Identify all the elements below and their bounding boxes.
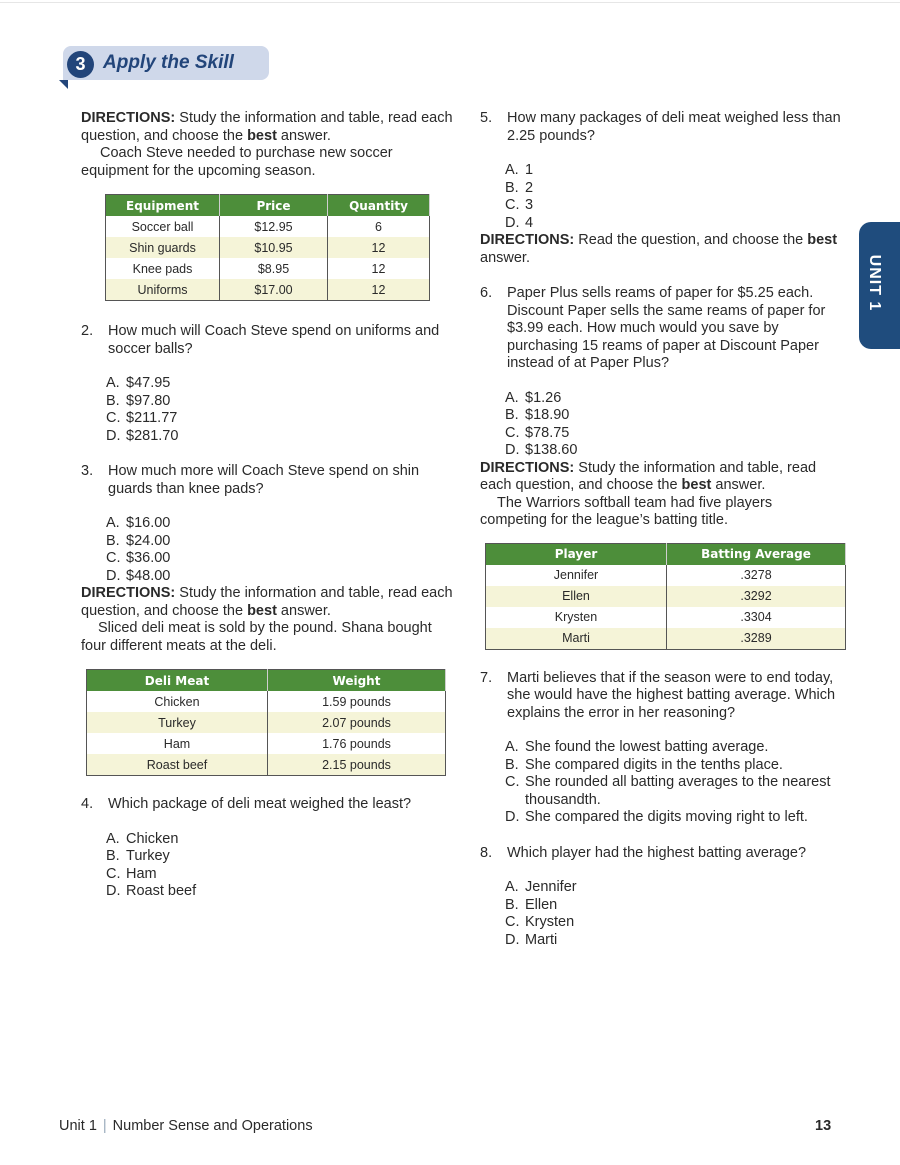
directions-label: DIRECTIONS: (480, 459, 575, 476)
directions-label: DIRECTIONS: (81, 110, 176, 126)
directions-text: Study the information and table, read each question, and choose the (81, 110, 453, 144)
directions-text: Study the information and table, read each question, and choose the (81, 585, 453, 619)
option-text: 1 (525, 162, 534, 178)
question-number: 8. (480, 844, 493, 861)
directions-block (480, 460, 840, 495)
answer-options (480, 162, 852, 232)
table-cell: Jennifer (486, 565, 667, 586)
footer-unit: Unit 1 (59, 1118, 97, 1134)
answer-option[interactable] (505, 809, 852, 827)
question-3 (81, 463, 456, 498)
option-text: $47.95 (126, 375, 171, 391)
table-cell: 12 (328, 258, 430, 279)
answer-option[interactable] (505, 442, 852, 460)
answer-option[interactable] (106, 533, 456, 551)
table-row (486, 607, 846, 628)
table-cell: 12 (328, 279, 430, 301)
question-text: Which package of deli meat weighed the least? (108, 796, 412, 812)
answer-option[interactable] (106, 866, 456, 884)
table-row (106, 237, 430, 258)
option-text: $36.00 (126, 550, 171, 566)
question-text: How many packages of deli meat weighed less than 2.25 pounds? (507, 110, 841, 144)
directions-text: Study the information and table, read each question, and choose the (480, 459, 817, 493)
answer-option[interactable] (505, 739, 852, 757)
section-title: Apply the Skill (103, 52, 234, 73)
option-letter: B. (505, 756, 519, 773)
answer-option[interactable] (106, 393, 456, 411)
option-letter: B. (505, 179, 519, 196)
table-cell: $17.00 (220, 279, 328, 301)
question-text: Which player had the highest batting average? (507, 844, 807, 861)
directions-emphasis: best (681, 477, 712, 493)
option-letter: D. (106, 883, 121, 899)
directions-text-end: answer. (276, 602, 331, 619)
question-number: 6. (480, 285, 493, 301)
table-row (486, 628, 846, 650)
table-cell: Krysten (486, 607, 667, 628)
table-header: Price (220, 195, 328, 217)
directions-emphasis: best (247, 602, 277, 619)
answer-options (480, 390, 852, 460)
option-letter: C. (106, 865, 121, 882)
directions-text-end: answer. (276, 127, 331, 144)
option-letter: D. (106, 567, 121, 584)
option-text: She found the lowest batting average. (525, 739, 769, 755)
directions-block (81, 585, 456, 620)
option-letter: D. (505, 809, 520, 825)
option-text: $138.60 (525, 442, 578, 458)
option-text: She compared the digits moving right to left. (525, 809, 808, 825)
table-row (486, 565, 846, 586)
option-text: Jennifer (525, 879, 577, 895)
directions-text-end: answer. (711, 477, 766, 493)
table-cell: 12 (328, 237, 430, 258)
option-letter: C. (505, 424, 520, 441)
option-text: Chicken (126, 830, 179, 847)
option-letter: A. (106, 375, 120, 391)
answer-option[interactable] (505, 162, 852, 180)
answer-option[interactable] (505, 390, 852, 408)
table-row (87, 691, 446, 712)
option-letter: D. (505, 931, 520, 948)
table-header: Batting Average (667, 543, 846, 565)
option-letter: B. (106, 532, 120, 549)
answer-options (81, 831, 456, 901)
answer-option[interactable] (106, 515, 456, 533)
question-text: How much will Coach Steve spend on uniforms and soccer balls? (108, 323, 440, 357)
table-cell: Roast beef (87, 754, 268, 776)
answer-option[interactable] (505, 407, 852, 425)
table-cell: 1.59 pounds (268, 691, 446, 712)
table-row (106, 258, 430, 279)
table-cell: Chicken (87, 691, 268, 712)
intro-paragraph: Coach Steve needed to purchase new soccer equipment for the upcoming season. (81, 145, 393, 179)
option-text: Marti (525, 931, 558, 948)
table-cell: $12.95 (220, 216, 328, 237)
answer-option[interactable] (505, 757, 852, 775)
footer-separator: | (102, 1118, 107, 1134)
answer-option[interactable] (505, 197, 852, 215)
table-cell: .3278 (667, 565, 846, 586)
directions-block (81, 110, 456, 145)
answer-option[interactable] (106, 883, 456, 901)
answer-option[interactable] (505, 879, 852, 897)
answer-option[interactable] (106, 568, 456, 586)
question-text: Paper Plus sells reams of paper for $5.25 each. Discount Paper sells the same reams of paper for $3.99 each. How much would you save by purchasing 15 reams of paper at Discount Paper instead of at Paper Plus? (507, 285, 826, 371)
answer-option[interactable] (505, 932, 852, 950)
question-4 (81, 796, 456, 814)
table-cell: .3289 (667, 628, 846, 650)
option-letter: C. (505, 197, 520, 213)
answer-options (81, 375, 456, 445)
question-8 (480, 845, 852, 863)
table-row (106, 279, 430, 301)
option-text: $211.77 (126, 410, 178, 426)
answer-option[interactable] (106, 831, 456, 849)
table-cell: 6 (328, 216, 430, 237)
option-text: $18.90 (525, 407, 570, 423)
option-text: $48.00 (126, 567, 171, 584)
answer-option[interactable] (106, 550, 456, 568)
option-text: $97.80 (126, 392, 171, 409)
table-cell: Knee pads (106, 258, 220, 279)
question-6 (480, 285, 842, 373)
option-letter: B. (505, 896, 519, 913)
page-number: 13 (815, 1118, 832, 1134)
table-header-row (87, 670, 446, 692)
answer-option[interactable] (106, 375, 456, 393)
table-header: Quantity (328, 195, 430, 217)
answer-option[interactable] (505, 897, 852, 915)
footer-topic: Number Sense and Operations (112, 1118, 313, 1134)
left-column (81, 110, 456, 901)
option-letter: D. (106, 427, 121, 444)
table-cell: Ellen (486, 586, 667, 607)
option-text: Ellen (525, 896, 558, 913)
table-cell: Marti (486, 628, 667, 650)
option-letter: A. (106, 830, 120, 847)
table-row (106, 216, 430, 237)
intro-paragraph: The Warriors softball team had five players competing for the league’s batting title. (480, 494, 773, 528)
answer-option[interactable] (505, 215, 852, 233)
answer-option[interactable] (505, 425, 852, 443)
table-header-row (106, 195, 430, 217)
option-letter: B. (106, 392, 120, 409)
answer-option[interactable] (505, 914, 852, 932)
option-text: Roast beef (126, 883, 197, 899)
table-header: Player (486, 543, 667, 565)
option-text: $1.26 (525, 389, 562, 406)
table-cell: Shin guards (106, 237, 220, 258)
table-cell: .3304 (667, 607, 846, 628)
answer-options (480, 739, 852, 827)
question-7 (480, 670, 852, 723)
directions-emphasis: best (807, 232, 838, 248)
question-number: 2. (81, 323, 94, 339)
table-cell: Soccer ball (106, 216, 220, 237)
table-cell: Uniforms (106, 279, 220, 301)
option-text: $16.00 (126, 515, 171, 531)
option-text: Turkey (126, 848, 170, 864)
option-letter: D. (505, 442, 520, 458)
table-cell: 1.76 pounds (268, 733, 446, 754)
table-row (87, 754, 446, 776)
table-header-row (486, 543, 846, 565)
option-letter: A. (106, 515, 120, 531)
answer-option[interactable] (505, 180, 852, 198)
table-header: Weight (268, 670, 446, 692)
deli-meat-table (86, 669, 446, 776)
table-header: Equipment (106, 195, 220, 217)
answer-options (81, 515, 456, 585)
table-row (87, 733, 446, 754)
batting-average-table (485, 543, 846, 650)
equipment-table (105, 194, 430, 301)
section-number-badge: 3 (67, 51, 94, 78)
unit-side-tab-label: UNIT 1 (866, 254, 883, 312)
footer-running-head (59, 1118, 313, 1134)
directions-text: Read the question, and choose the (574, 232, 808, 248)
answer-option[interactable] (106, 410, 456, 428)
answer-option[interactable] (106, 848, 456, 866)
directions-text-end: answer. (480, 249, 530, 266)
section-banner-tail (59, 80, 68, 89)
question-number: 7. (480, 669, 493, 686)
question-text: How much more will Coach Steve spend on shin guards than knee pads? (108, 463, 420, 497)
option-text: Krysten (525, 914, 575, 930)
option-text: $24.00 (126, 532, 171, 549)
option-letter: C. (505, 914, 520, 930)
table-cell: Turkey (87, 712, 268, 733)
question-number: 5. (480, 110, 493, 126)
right-column (480, 110, 852, 949)
table-cell: $8.95 (220, 258, 328, 279)
page-top-rule (0, 2, 900, 3)
table-cell: $10.95 (220, 237, 328, 258)
question-number: 4. (81, 796, 94, 812)
option-letter: A. (505, 389, 519, 406)
option-text: $281.70 (126, 427, 179, 444)
option-text: 2 (525, 179, 534, 196)
question-5 (480, 110, 852, 145)
answer-option[interactable] (106, 428, 456, 446)
option-letter: B. (505, 407, 519, 423)
option-letter: A. (505, 879, 519, 895)
option-text: $78.75 (525, 424, 570, 441)
answer-options (480, 879, 852, 949)
directions-block (480, 232, 858, 267)
directions-label: DIRECTIONS: (81, 585, 176, 601)
option-letter: C. (106, 410, 121, 426)
option-text: Ham (126, 865, 157, 882)
option-letter: B. (106, 848, 120, 864)
table-cell: 2.15 pounds (268, 754, 446, 776)
option-letter: A. (505, 162, 519, 178)
question-2 (81, 323, 456, 358)
option-text: 4 (525, 214, 534, 231)
option-text: She compared digits in the tenths place. (525, 756, 783, 773)
table-row (486, 586, 846, 607)
option-letter: D. (505, 214, 520, 231)
table-cell: 2.07 pounds (268, 712, 446, 733)
table-header: Deli Meat (87, 670, 268, 692)
table-cell: Ham (87, 733, 268, 754)
directions-label: DIRECTIONS: (480, 232, 575, 248)
option-text: She rounded all batting averages to the nearest thousandth. (525, 774, 831, 808)
answer-option[interactable] (505, 774, 852, 809)
question-text: Marti believes that if the season were to end today, she would have the highest batting average. Which explains the error in her reasoning? (507, 669, 836, 721)
option-letter: C. (106, 550, 121, 566)
table-cell: .3292 (667, 586, 846, 607)
directions-emphasis: best (247, 127, 277, 144)
intro-paragraph: Sliced deli meat is sold by the pound. Shana bought four different meats at the deli. (81, 620, 432, 654)
option-letter: C. (505, 774, 520, 790)
question-number: 3. (81, 463, 94, 479)
table-row (87, 712, 446, 733)
option-text: 3 (525, 197, 534, 213)
option-letter: A. (505, 739, 519, 755)
